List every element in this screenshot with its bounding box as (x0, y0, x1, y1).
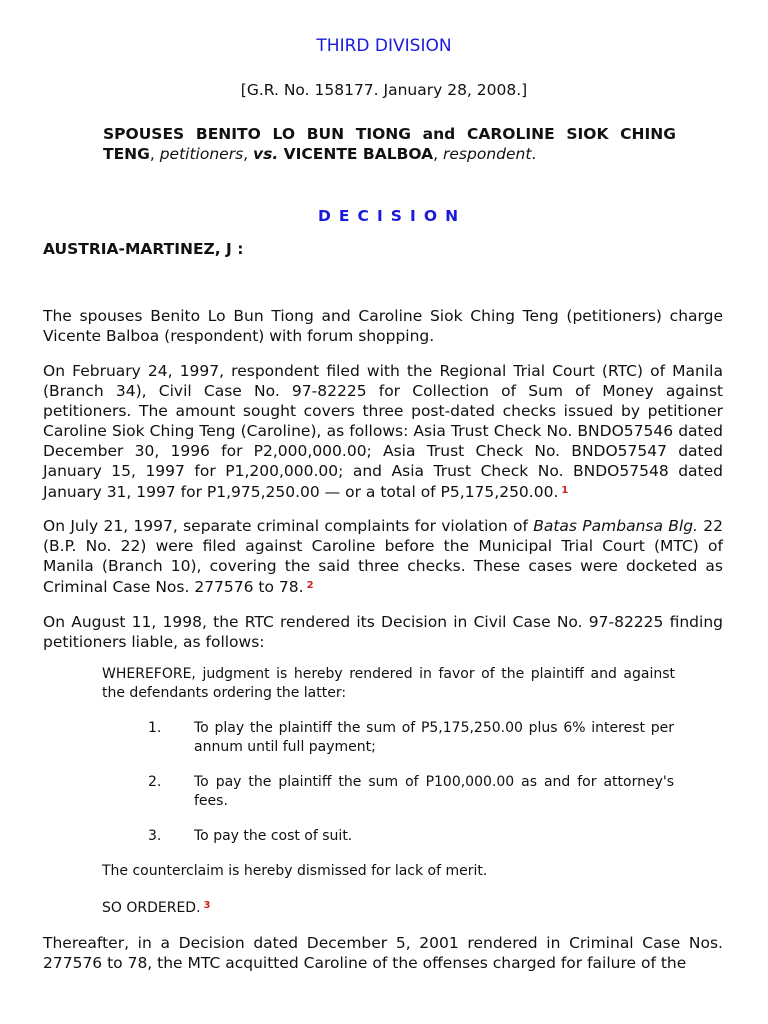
item-text: To pay the cost of suit. (194, 828, 353, 844)
paragraph-2-text: On February 24, 1997, respondent filed with the Regional Trial Court (RTC) of Manila (Branch 34), Civil Case No. 97-82225 for Collection of Sum of Money against petitioners. The amount sought covers three post-dated checks issued by petitioner Caroline Siok Ching Teng (Caroline), as follows: Asia Trust Check No. BNDO57546 dated December 30, 1996 for P2,000,000.00; Asia Trust Check No. BNDO57547 dated January 15, 1997 for P1,200,000.00; and Asia Trust Check No. BNDO57548 dated January 31, 1997 for P1,975,250.00 — or a total of P5,175,250.00. (43, 362, 723, 501)
paragraph-4: On August 11, 1998, the RTC rendered its Decision in Civil Case No. 97-82225 finding petitioners liable, as follows: (43, 613, 723, 651)
quote-item-3 (148, 827, 674, 846)
decision-heading: DECISION (317, 207, 467, 225)
separator: , (243, 145, 254, 163)
paragraph-2 (43, 361, 723, 502)
separator: , (433, 145, 444, 163)
ponente-text: AUSTRIA-MARTINEZ, J : (43, 240, 244, 258)
item-number: 1. (148, 720, 162, 736)
ponente (43, 240, 243, 258)
footnote-2-link[interactable]: 2 (306, 580, 314, 591)
paragraph-1: The spouses Benito Lo Bun Tiong and Caroline Siok Ching Teng (petitioners) charge Vicente Balboa (respondent) with forum shopping. (43, 307, 723, 345)
item-number: 2. (148, 774, 162, 790)
paragraph-3 (43, 516, 723, 597)
footnote-1-link[interactable]: 1 (561, 485, 569, 496)
quote-intro: WHEREFORE, judgment is hereby rendered in favor of the plaintiff and against the defendants ordering the latter: (102, 666, 675, 701)
division-title: THIRD DIVISION (316, 36, 452, 56)
separator: , (149, 145, 160, 163)
versus: vs. (253, 145, 279, 163)
so-ordered (102, 896, 675, 918)
law-title: Batas Pambansa Blg. (533, 517, 698, 535)
period: . (531, 145, 537, 163)
respondent-name: VICENTE BALBOA (278, 145, 434, 163)
quote-item-2 (148, 773, 674, 811)
footnote-3-link[interactable]: 3 (203, 900, 211, 911)
petitioners-label: petitioners (159, 145, 244, 163)
respondent-label: respondent (443, 145, 532, 163)
item-text: To play the plaintiff the sum of P5,175,250.00 plus 6% interest per annum until full payment; (194, 720, 674, 755)
item-number: 3. (148, 828, 162, 844)
case-parties (103, 124, 676, 164)
paragraph-3-text-b: 22 (B.P. No. 22) were filed against Caroline before the Municipal Trial Court (MTC) of Manila (Branch 10), covering the said three checks. These cases were docketed as Criminal Case Nos. 277576 to 78. (43, 517, 723, 596)
so-ordered-text: SO ORDERED. (102, 900, 201, 916)
counterclaim-text: The counterclaim is hereby dismissed for lack of merit. (102, 863, 488, 879)
paragraph-5: Thereafter, in a Decision dated December 5, 2001 rendered in Criminal Case Nos. 277576 to 78, the MTC acquitted Caroline of the offenses charged for failure of the (43, 934, 723, 972)
case-number: [G.R. No. 158177. January 28, 2008.] (240, 81, 528, 99)
paragraph-3-text-a: On July 21, 1997, separate criminal complaints for violation of (43, 517, 534, 535)
item-text: To pay the plaintiff the sum of P100,000.00 as and for attorney's fees. (194, 774, 674, 809)
petitioners-names: SPOUSES BENITO LO BUN TIONG and CAROLINE SIOK CHING TENG (103, 125, 676, 163)
quote-item-1 (148, 719, 674, 757)
